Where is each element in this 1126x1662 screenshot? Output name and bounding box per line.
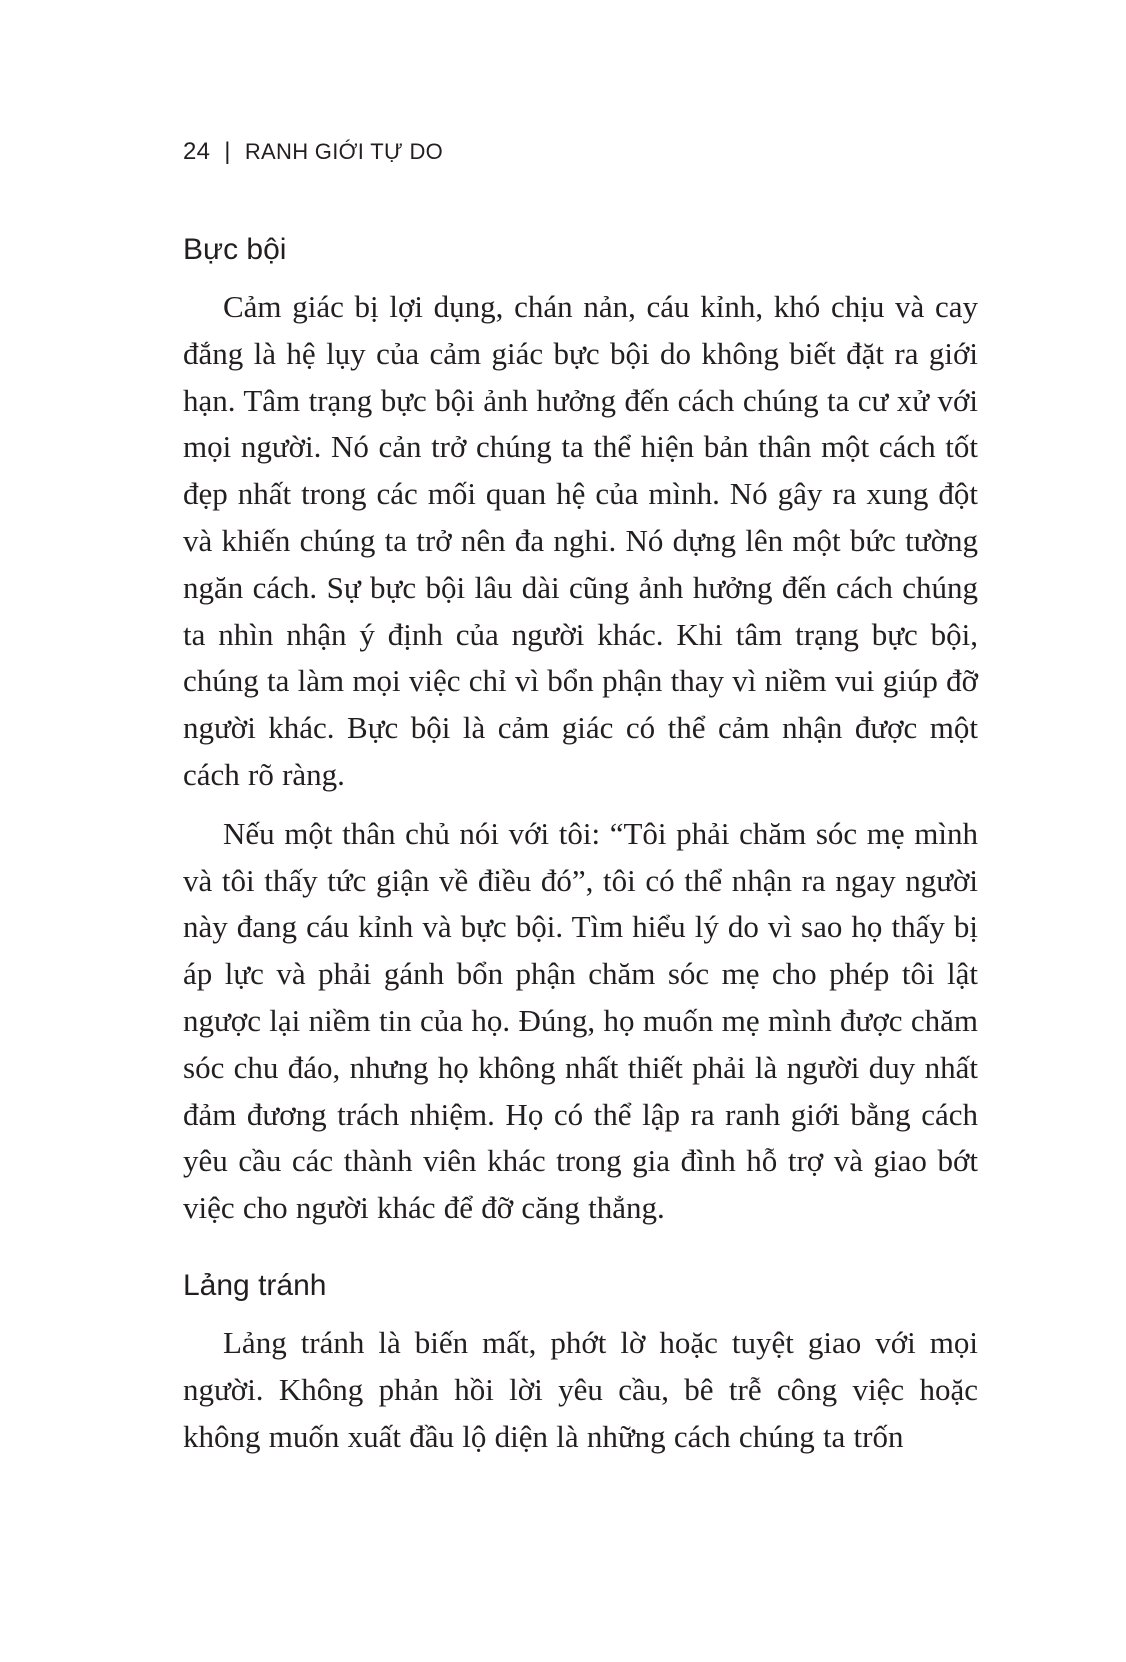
book-title: RANH GIỚI TỰ DO <box>244 139 444 164</box>
paragraph: Lảng tránh là biến mất, phớt lờ hoặc tuyệt giao với mọi người. Không phản hồi lời yêu cầu, bê trễ công việc hoặc không muốn xuất đầu lộ diện là những cách chúng ta trốn <box>183 1324 978 1454</box>
section-heading-buc-boi: Bực bội <box>183 233 287 266</box>
header-separator: | <box>224 138 231 165</box>
paragraph: Nếu một thân chủ nói với tôi: “Tôi phải chăm sóc mẹ mình và tôi thấy tức giận về điều đó”, tôi có thể nhận ra ngay người này đang cáu kỉnh và bực bội. Tìm hiểu lý do vì sao họ thấy bị áp lực và phải gánh bổn phận chăm sóc mẹ cho phép tôi lật ngược lại niềm tin của họ. Đúng, họ muốn mẹ mình được chăm sóc chu đáo, nhưng họ không nhất thiết phải là người duy nhất đảm đương trách nhiệm. Họ có thể lập ra ranh giới bằng cách yêu cầu các thành viên khác trong gia đình hỗ trợ và giao bớt việc cho người khác để đỡ căng thẳng. <box>183 815 978 1226</box>
paragraph: Cảm giác bị lợi dụng, chán nản, cáu kỉnh, khó chịu và cay đắng là hệ lụy của cảm giác bực bội do không biết đặt ra giới hạn. Tâm trạng bực bội ảnh hưởng đến cách chúng ta cư xử với mọi người. Nó cản trở chúng ta thể hiện bản thân một cách tốt đẹp nhất trong các mối quan hệ của mình. Nó gây ra xung đột và khiến chúng ta trở nên đa nghi. Nó dựng lên một bức tường ngăn cách. Sự bực bội lâu dài cũng ảnh hưởng đến cách chúng ta nhìn nhận ý định của người khác. Khi tâm trạng bực bội, chúng ta làm mọi việc chỉ vì bổn phận thay vì niềm vui giúp đỡ người khác. Bực bội là cảm giác có thể cảm nhận được một cách rõ ràng. <box>183 289 978 792</box>
page-number: 24 <box>183 138 211 165</box>
page-body <box>183 228 978 1460</box>
section-heading-lang-tranh: Lảng tránh <box>183 1268 327 1302</box>
running-header <box>183 140 443 164</box>
